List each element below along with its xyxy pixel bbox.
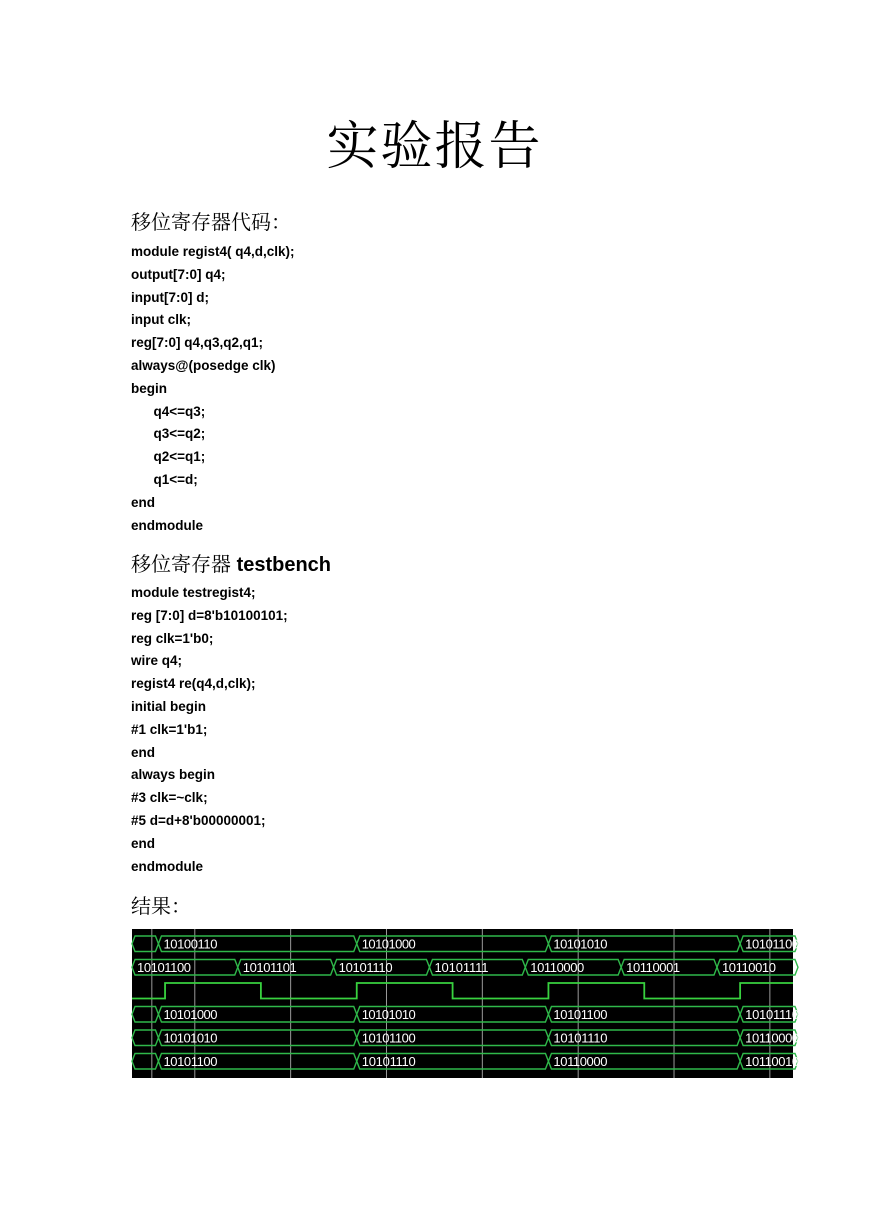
bus-value-label: 10101100 bbox=[361, 1030, 416, 1046]
register-code-block bbox=[131, 241, 295, 537]
bus-value-label: 10101111 bbox=[434, 960, 489, 975]
code-line: #1 clk=1'b1; bbox=[131, 721, 208, 737]
bus-value-label: 10110010 bbox=[721, 960, 776, 975]
section-heading-register-code: 移位寄存器代码： bbox=[131, 212, 291, 234]
bus-value-label: 10101100 bbox=[163, 1054, 218, 1069]
code-line: #5 d=d+8'b00000001; bbox=[131, 812, 266, 828]
bus-value-label: 10101110 bbox=[361, 1054, 416, 1069]
code-line: reg clk=1'b0; bbox=[131, 630, 214, 646]
code-line: always@(posedge clk) bbox=[131, 357, 276, 373]
code-line: endmodule bbox=[131, 858, 204, 874]
heading-en: testbench bbox=[236, 554, 332, 576]
bus-value-label: 10101110 bbox=[745, 1007, 800, 1022]
code-line: end bbox=[131, 835, 156, 851]
code-line: initial begin bbox=[131, 698, 207, 714]
code-line: reg[7:0] q4,q3,q2,q1; bbox=[131, 335, 264, 351]
bus-value-label: 10100110 bbox=[163, 936, 218, 952]
bus-value-label: 10110000 bbox=[530, 960, 585, 975]
code-line: regist4 re(q4,d,clk); bbox=[131, 676, 256, 692]
code-line: wire q4; bbox=[131, 653, 183, 669]
bus-value-label: 10101000 bbox=[163, 1007, 218, 1022]
bus-value-label: 10110000 bbox=[553, 1054, 608, 1069]
code-line: begin bbox=[131, 380, 167, 396]
document-title: 实验报告 bbox=[326, 117, 543, 177]
code-line: #3 clk=~clk; bbox=[131, 790, 208, 806]
bus-value-label: 10101101 bbox=[242, 960, 297, 975]
code-line: endmodule bbox=[131, 517, 204, 533]
bus-value-label: 10101100 bbox=[553, 1007, 608, 1022]
bus-value-label: 10101100 bbox=[745, 936, 800, 952]
code-line: end bbox=[131, 744, 156, 760]
code-line: input[7:0] d; bbox=[131, 289, 209, 305]
code-line: q3<=q2; bbox=[131, 426, 206, 442]
bus-value-label: 10101010 bbox=[361, 1007, 416, 1022]
code-line: q4<=q3; bbox=[131, 403, 206, 419]
bus-value-label: 10101110 bbox=[338, 960, 393, 975]
code-line: input clk; bbox=[131, 312, 191, 328]
bus-value-label: 10101100 bbox=[137, 960, 191, 975]
bus-value-label: 10110000 bbox=[745, 1030, 800, 1046]
code-line: q1<=d; bbox=[131, 471, 198, 487]
bus-value-label: 10110001 bbox=[626, 960, 681, 975]
bus-value-label: 10101010 bbox=[553, 936, 608, 952]
code-line: reg [7:0] d=8'b10100101; bbox=[131, 607, 288, 623]
section-heading-testbench bbox=[131, 548, 331, 577]
testbench-code-block bbox=[131, 582, 288, 878]
code-line: q2<=q1; bbox=[131, 449, 206, 465]
section-heading-result: 结果： bbox=[131, 896, 191, 918]
code-line: output[7:0] q4; bbox=[131, 266, 226, 282]
bus-value-label: 10101010 bbox=[163, 1030, 218, 1046]
bus-value-label: 10110010 bbox=[745, 1054, 800, 1069]
heading-cn: 移位寄存器 bbox=[131, 554, 237, 576]
code-line: always begin bbox=[131, 767, 216, 783]
code-line: module testregist4; bbox=[131, 585, 256, 600]
code-line: module regist4( q4,d,clk); bbox=[131, 244, 295, 259]
bus-value-label: 10101110 bbox=[553, 1030, 608, 1046]
simulation-waveform bbox=[132, 929, 800, 1078]
bus-value-label: 10101000 bbox=[361, 936, 416, 952]
code-line: end bbox=[131, 494, 156, 510]
